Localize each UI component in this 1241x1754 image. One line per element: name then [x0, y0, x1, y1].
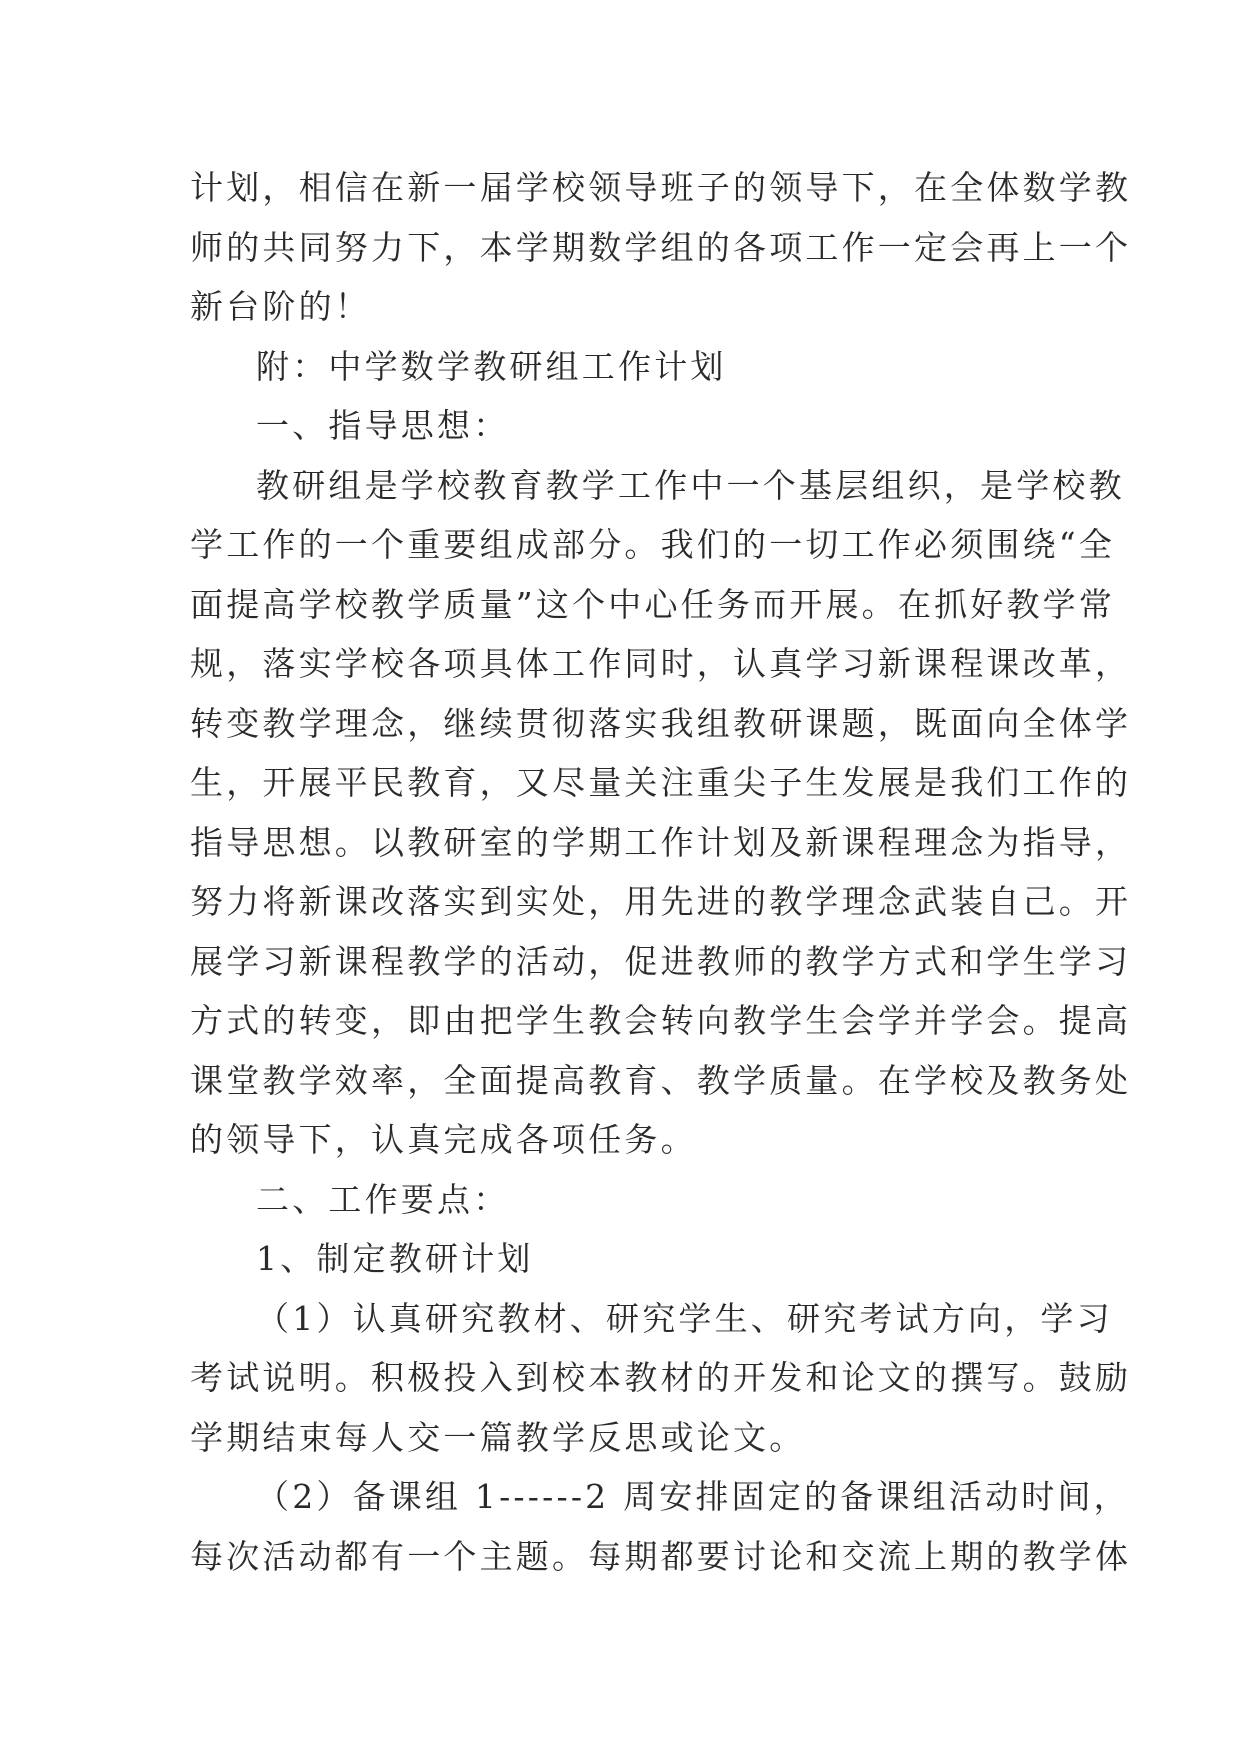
text-line: （2）备课组 1------2 周安排固定的备课组活动时间，: [256, 1477, 1130, 1516]
text-line: 1、制定教研计划: [256, 1239, 534, 1278]
text-line: 附：中学数学教研组工作计划: [256, 346, 727, 386]
text-line: 学工作的一个重要组成部分。我们的一切工作必须围绕“全: [190, 525, 1116, 564]
text-line: 方式的转变，即由把学生教会转向教学生会学并学会。提高: [190, 1001, 1132, 1040]
text-line: 每次活动都有一个主题。每期都要讨论和交流上期的教学体: [190, 1536, 1132, 1576]
text-line: 展学习新课程教学的活动，促进教师的教学方式和学生学习: [190, 941, 1132, 981]
document-body: [190, 158, 1132, 1586]
text-line: 学期结束每人交一篇教学反思或论文。: [190, 1417, 806, 1457]
text-line: 新台阶的！: [190, 287, 371, 326]
text-line: 努力将新课改落实到实处，用先进的教学理念武装自己。开: [190, 882, 1132, 921]
text-line: 教研组是学校教育教学工作中一个基层组织，是学校教: [256, 465, 1125, 505]
text-line: 指导思想。以教研室的学期工作计划及新课程理念为指导，: [190, 822, 1132, 862]
text-line: 师的共同努力下，本学期数学组的各项工作一定会再上一个: [190, 227, 1132, 267]
text-line: 二、工作要点：: [256, 1179, 510, 1219]
text-line: 考试说明。积极投入到校本教材的开发和论文的撰写。鼓励: [190, 1358, 1132, 1397]
text-line: 面提高学校教学质量”这个中心任务而开展。在抓好教学常: [190, 584, 1116, 624]
text-line: 的领导下，认真完成各项任务。: [190, 1120, 697, 1159]
text-line: 计划，相信在新一届学校领导班子的领导下，在全体数学教: [190, 168, 1132, 207]
text-line: （1）认真研究教材、研究学生、研究考试方向，学习: [256, 1298, 1113, 1338]
text-line: 转变教学理念，继续贯彻落实我组教研课题，既面向全体学: [190, 703, 1132, 743]
text-line: 规，落实学校各项具体工作同时，认真学习新课程课改革，: [190, 644, 1132, 683]
text-line: 生，开展平民教育，又尽量关注重尖子生发展是我们工作的: [190, 763, 1132, 802]
text-line: 课堂教学效率，全面提高教育、教学质量。在学校及教务处: [190, 1060, 1132, 1100]
text-line: 一、指导思想：: [256, 406, 510, 445]
